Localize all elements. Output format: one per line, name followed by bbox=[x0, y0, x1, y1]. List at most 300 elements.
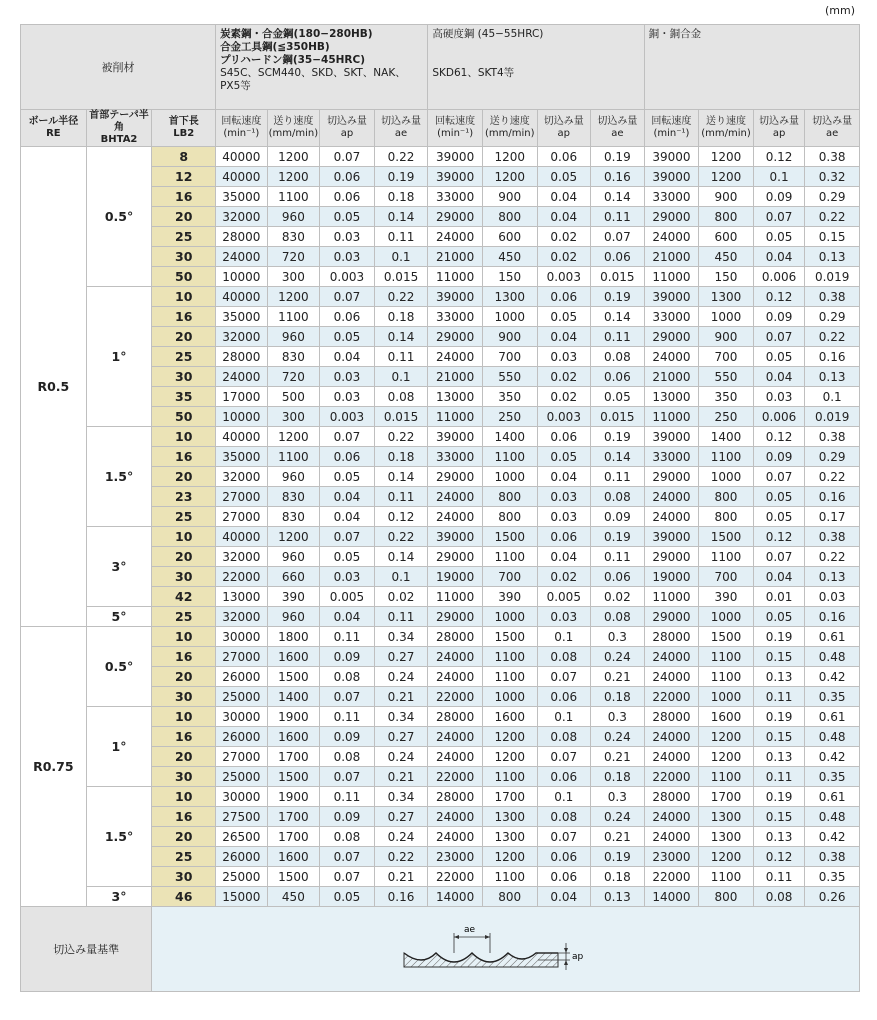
value-cell: 0.38 bbox=[805, 847, 860, 867]
neck-length-cell: 10 bbox=[152, 627, 216, 647]
value-cell: 10000 bbox=[216, 267, 268, 287]
col-header-ap-line: ap bbox=[340, 128, 354, 139]
col-header-speed-line: 回転速度 bbox=[435, 116, 476, 127]
value-cell: 0.1 bbox=[537, 787, 591, 807]
value-cell: 450 bbox=[267, 887, 320, 907]
value-cell: 39000 bbox=[428, 287, 483, 307]
neck-length-cell: 20 bbox=[152, 467, 216, 487]
value-cell: 0.05 bbox=[537, 447, 591, 467]
col-header-ap bbox=[320, 110, 375, 147]
value-cell: 0.05 bbox=[753, 227, 805, 247]
value-cell: 0.16 bbox=[591, 167, 645, 187]
value-cell: 0.07 bbox=[320, 427, 375, 447]
value-cell: 26000 bbox=[216, 847, 268, 867]
value-cell: 600 bbox=[699, 227, 754, 247]
value-cell: 0.06 bbox=[537, 527, 591, 547]
value-cell: 1100 bbox=[482, 647, 537, 667]
value-cell: 0.11 bbox=[753, 687, 805, 707]
value-cell: 300 bbox=[267, 267, 320, 287]
value-cell: 0.18 bbox=[591, 687, 645, 707]
neck-length-cell: 16 bbox=[152, 307, 216, 327]
col-header-feed-line: 送り速度 bbox=[273, 116, 314, 127]
value-cell: 0.05 bbox=[320, 547, 375, 567]
value-cell: 11000 bbox=[428, 407, 483, 427]
ae-arrow-right bbox=[485, 935, 490, 939]
value-cell: 0.003 bbox=[537, 267, 591, 287]
value-cell: 0.03 bbox=[320, 367, 375, 387]
value-cell: 24000 bbox=[644, 347, 699, 367]
neck-length-cell: 46 bbox=[152, 887, 216, 907]
value-cell: 0.003 bbox=[320, 267, 375, 287]
table-row bbox=[21, 887, 860, 907]
material-line: S45C、SCM440、SKD、SKT、NAK、 bbox=[220, 67, 406, 79]
value-cell: 15000 bbox=[216, 887, 268, 907]
value-cell: 0.24 bbox=[591, 727, 645, 747]
value-cell: 24000 bbox=[644, 667, 699, 687]
ae-arrow-left bbox=[454, 935, 459, 939]
value-cell: 0.32 bbox=[805, 167, 860, 187]
value-cell: 0.14 bbox=[374, 467, 428, 487]
value-cell: 0.35 bbox=[805, 867, 860, 887]
value-cell: 0.15 bbox=[753, 807, 805, 827]
value-cell: 0.26 bbox=[805, 887, 860, 907]
neck-length-cell: 42 bbox=[152, 587, 216, 607]
value-cell: 0.11 bbox=[320, 787, 375, 807]
value-cell: 27000 bbox=[216, 647, 268, 667]
value-cell: 0.08 bbox=[591, 487, 645, 507]
value-cell: 450 bbox=[482, 247, 537, 267]
value-cell: 720 bbox=[267, 247, 320, 267]
value-cell: 39000 bbox=[428, 147, 483, 167]
col-header-ae-line: ae bbox=[826, 128, 839, 139]
value-cell: 28000 bbox=[428, 707, 483, 727]
value-cell: 0.05 bbox=[320, 207, 375, 227]
value-cell: 0.005 bbox=[537, 587, 591, 607]
value-cell: 0.09 bbox=[320, 647, 375, 667]
value-cell: 830 bbox=[267, 227, 320, 247]
material-line: PX5等 bbox=[220, 80, 251, 92]
col-header-feed-line: 送り速度 bbox=[489, 116, 530, 127]
value-cell: 0.08 bbox=[320, 747, 375, 767]
value-cell: 1100 bbox=[482, 667, 537, 687]
value-cell: 0.07 bbox=[753, 327, 805, 347]
value-cell: 0.13 bbox=[591, 887, 645, 907]
value-cell: 27000 bbox=[216, 747, 268, 767]
value-cell: 27000 bbox=[216, 487, 268, 507]
value-cell: 11000 bbox=[428, 587, 483, 607]
value-cell: 800 bbox=[699, 507, 754, 527]
value-cell: 25000 bbox=[216, 767, 268, 787]
value-cell: 830 bbox=[267, 507, 320, 527]
col-header-ap-line: 切込み量 bbox=[759, 116, 800, 127]
value-cell: 1300 bbox=[699, 827, 754, 847]
value-cell: 0.06 bbox=[537, 287, 591, 307]
value-cell: 0.06 bbox=[537, 767, 591, 787]
value-cell: 1200 bbox=[482, 727, 537, 747]
value-cell: 0.21 bbox=[374, 767, 428, 787]
neck-length-cell: 12 bbox=[152, 167, 216, 187]
neck-length-cell: 20 bbox=[152, 207, 216, 227]
value-cell: 39000 bbox=[644, 147, 699, 167]
value-cell: 0.09 bbox=[753, 447, 805, 467]
value-cell: 39000 bbox=[428, 527, 483, 547]
ae-label: ae bbox=[464, 925, 476, 935]
value-cell: 0.015 bbox=[591, 407, 645, 427]
value-cell: 0.24 bbox=[591, 647, 645, 667]
value-cell: 0.16 bbox=[805, 487, 860, 507]
value-cell: 0.22 bbox=[374, 527, 428, 547]
value-cell: 0.04 bbox=[537, 887, 591, 907]
value-cell: 32000 bbox=[216, 207, 268, 227]
value-cell: 21000 bbox=[428, 367, 483, 387]
value-cell: 0.12 bbox=[753, 847, 805, 867]
value-cell: 0.07 bbox=[320, 287, 375, 307]
value-cell: 22000 bbox=[428, 687, 483, 707]
value-cell: 700 bbox=[482, 567, 537, 587]
value-cell: 0.03 bbox=[320, 387, 375, 407]
taper-angle-cell: 1.5° bbox=[86, 427, 152, 527]
value-cell: 390 bbox=[699, 587, 754, 607]
ap-label: ap bbox=[572, 952, 584, 962]
col-header-ap bbox=[753, 110, 805, 147]
value-cell: 29000 bbox=[428, 207, 483, 227]
value-cell: 0.07 bbox=[320, 687, 375, 707]
value-cell: 0.19 bbox=[591, 847, 645, 867]
value-cell: 0.13 bbox=[805, 567, 860, 587]
neck-length-cell: 16 bbox=[152, 187, 216, 207]
value-cell: 0.05 bbox=[537, 167, 591, 187]
value-cell: 1100 bbox=[482, 867, 537, 887]
value-cell: 0.61 bbox=[805, 627, 860, 647]
value-cell: 0.05 bbox=[537, 307, 591, 327]
value-cell: 0.24 bbox=[374, 667, 428, 687]
value-cell: 0.03 bbox=[805, 587, 860, 607]
taper-angle-cell: 5° bbox=[86, 607, 152, 627]
value-cell: 0.04 bbox=[753, 367, 805, 387]
value-cell: 0.18 bbox=[591, 767, 645, 787]
value-cell: 1500 bbox=[482, 627, 537, 647]
taper-angle-cell: 0.5° bbox=[86, 147, 152, 287]
value-cell: 1300 bbox=[699, 287, 754, 307]
value-cell: 0.03 bbox=[537, 507, 591, 527]
col-header-speed-line: (min⁻¹) bbox=[653, 128, 690, 139]
value-cell: 0.27 bbox=[374, 807, 428, 827]
value-cell: 0.07 bbox=[320, 767, 375, 787]
value-cell: 390 bbox=[482, 587, 537, 607]
value-cell: 40000 bbox=[216, 427, 268, 447]
value-cell: 0.11 bbox=[374, 607, 428, 627]
neck-length-cell: 10 bbox=[152, 287, 216, 307]
value-cell: 1700 bbox=[699, 787, 754, 807]
value-cell: 0.19 bbox=[753, 787, 805, 807]
value-cell: 0.03 bbox=[537, 487, 591, 507]
value-cell: 27500 bbox=[216, 807, 268, 827]
value-cell: 0.05 bbox=[753, 487, 805, 507]
neck-length-cell: 10 bbox=[152, 707, 216, 727]
value-cell: 0.08 bbox=[591, 347, 645, 367]
value-cell: 39000 bbox=[644, 527, 699, 547]
table-row bbox=[21, 147, 860, 167]
value-cell: 1100 bbox=[482, 447, 537, 467]
neck-length-cell: 25 bbox=[152, 607, 216, 627]
value-cell: 0.38 bbox=[805, 427, 860, 447]
value-cell: 0.16 bbox=[805, 347, 860, 367]
value-cell: 0.35 bbox=[805, 767, 860, 787]
value-cell: 0.19 bbox=[591, 147, 645, 167]
col-header-speed-line: 回転速度 bbox=[221, 116, 262, 127]
value-cell: 0.18 bbox=[591, 867, 645, 887]
value-cell: 0.15 bbox=[753, 727, 805, 747]
col-header-speed bbox=[644, 110, 699, 147]
value-cell: 1300 bbox=[699, 807, 754, 827]
col-header-ae-line: 切込み量 bbox=[381, 116, 422, 127]
col-header-ae-line: ae bbox=[394, 128, 408, 139]
value-cell: 300 bbox=[267, 407, 320, 427]
value-cell: 0.19 bbox=[591, 527, 645, 547]
neck-length-cell: 20 bbox=[152, 827, 216, 847]
value-cell: 0.19 bbox=[753, 707, 805, 727]
value-cell: 30000 bbox=[216, 707, 268, 727]
value-cell: 0.61 bbox=[805, 787, 860, 807]
col-header-ae-line: 切込み量 bbox=[597, 116, 638, 127]
value-cell: 0.48 bbox=[805, 647, 860, 667]
value-cell: 0.09 bbox=[753, 187, 805, 207]
value-cell: 830 bbox=[267, 487, 320, 507]
value-cell: 24000 bbox=[428, 227, 483, 247]
neck-length-cell: 25 bbox=[152, 507, 216, 527]
col-header-ap-line: ap bbox=[557, 128, 571, 139]
value-cell: 28000 bbox=[216, 227, 268, 247]
neck-length-cell: 30 bbox=[152, 767, 216, 787]
value-cell: 21000 bbox=[644, 367, 699, 387]
value-cell: 1600 bbox=[267, 727, 320, 747]
value-cell: 0.006 bbox=[753, 267, 805, 287]
value-cell: 1900 bbox=[267, 707, 320, 727]
col-header-bhta2-line: BHTA2 bbox=[100, 134, 138, 145]
value-cell: 24000 bbox=[644, 507, 699, 527]
value-cell: 24000 bbox=[216, 247, 268, 267]
neck-length-cell: 20 bbox=[152, 327, 216, 347]
neck-length-cell: 25 bbox=[152, 227, 216, 247]
value-cell: 29000 bbox=[644, 207, 699, 227]
value-cell: 22000 bbox=[428, 767, 483, 787]
value-cell: 550 bbox=[699, 367, 754, 387]
col-header-ae-line: 切込み量 bbox=[812, 116, 853, 127]
value-cell: 0.06 bbox=[537, 687, 591, 707]
value-cell: 0.1 bbox=[805, 387, 860, 407]
value-cell: 0.08 bbox=[320, 827, 375, 847]
value-cell: 1200 bbox=[699, 747, 754, 767]
value-cell: 1900 bbox=[267, 787, 320, 807]
value-cell: 0.07 bbox=[320, 527, 375, 547]
value-cell: 0.11 bbox=[320, 627, 375, 647]
value-cell: 0.006 bbox=[753, 407, 805, 427]
value-cell: 1500 bbox=[699, 627, 754, 647]
value-cell: 13000 bbox=[644, 387, 699, 407]
value-cell: 1100 bbox=[699, 667, 754, 687]
value-cell: 17000 bbox=[216, 387, 268, 407]
col-header-feed-line: 送り速度 bbox=[705, 116, 746, 127]
col-header-speed-line: (min⁻¹) bbox=[437, 128, 474, 139]
value-cell: 1200 bbox=[699, 727, 754, 747]
value-cell: 0.09 bbox=[591, 507, 645, 527]
value-cell: 0.06 bbox=[320, 167, 375, 187]
material-line: 炭素鋼・合金鋼(180−280HB) bbox=[220, 28, 373, 40]
value-cell: 0.08 bbox=[591, 607, 645, 627]
value-cell: 0.1 bbox=[753, 167, 805, 187]
value-cell: 24000 bbox=[644, 727, 699, 747]
col-header-re-line: RE bbox=[46, 128, 61, 139]
value-cell: 0.06 bbox=[591, 247, 645, 267]
value-cell: 29000 bbox=[644, 467, 699, 487]
value-cell: 11000 bbox=[428, 267, 483, 287]
value-cell: 1100 bbox=[267, 307, 320, 327]
value-cell: 800 bbox=[699, 887, 754, 907]
value-cell: 24000 bbox=[644, 647, 699, 667]
material-line: 合金工具鋼(≦350HB) bbox=[220, 41, 330, 53]
value-cell: 960 bbox=[267, 207, 320, 227]
value-cell: 0.07 bbox=[537, 747, 591, 767]
value-cell: 1300 bbox=[482, 827, 537, 847]
value-cell: 0.11 bbox=[753, 767, 805, 787]
value-cell: 1800 bbox=[267, 627, 320, 647]
value-cell: 1100 bbox=[699, 767, 754, 787]
value-cell: 0.05 bbox=[753, 507, 805, 527]
value-cell: 960 bbox=[267, 467, 320, 487]
value-cell: 0.003 bbox=[537, 407, 591, 427]
value-cell: 28000 bbox=[644, 787, 699, 807]
value-cell: 0.06 bbox=[537, 867, 591, 887]
col-header-feed-line: (mm/min) bbox=[484, 128, 535, 139]
value-cell: 1300 bbox=[482, 287, 537, 307]
col-header-speed-line: (min⁻¹) bbox=[223, 128, 260, 139]
value-cell: 0.04 bbox=[320, 347, 375, 367]
col-header-lb2-line: 首下長 bbox=[168, 116, 199, 127]
value-cell: 0.21 bbox=[374, 867, 428, 887]
taper-angle-cell: 3° bbox=[86, 887, 152, 907]
value-cell: 24000 bbox=[644, 747, 699, 767]
value-cell: 1100 bbox=[267, 187, 320, 207]
value-cell: 660 bbox=[267, 567, 320, 587]
value-cell: 0.22 bbox=[805, 547, 860, 567]
neck-length-cell: 16 bbox=[152, 447, 216, 467]
col-header-ap-line: 切込み量 bbox=[543, 116, 584, 127]
value-cell: 0.1 bbox=[374, 567, 428, 587]
value-cell: 0.17 bbox=[805, 507, 860, 527]
value-cell: 0.015 bbox=[591, 267, 645, 287]
value-cell: 0.07 bbox=[753, 467, 805, 487]
value-cell: 39000 bbox=[644, 167, 699, 187]
value-cell: 1200 bbox=[699, 167, 754, 187]
value-cell: 150 bbox=[699, 267, 754, 287]
value-cell: 35000 bbox=[216, 187, 268, 207]
value-cell: 0.06 bbox=[320, 307, 375, 327]
value-cell: 960 bbox=[267, 607, 320, 627]
value-cell: 1200 bbox=[482, 167, 537, 187]
neck-length-cell: 8 bbox=[152, 147, 216, 167]
work-material-header: 被削材 bbox=[21, 25, 216, 110]
value-cell: 0.13 bbox=[753, 747, 805, 767]
ball-radius-cell: R0.75 bbox=[21, 627, 87, 907]
ap-arrow-top bbox=[564, 948, 568, 953]
value-cell: 0.08 bbox=[374, 387, 428, 407]
material-line: SKD61、SKT4等 bbox=[432, 67, 515, 79]
value-cell: 1500 bbox=[267, 867, 320, 887]
value-cell: 0.15 bbox=[805, 227, 860, 247]
value-cell: 33000 bbox=[644, 307, 699, 327]
value-cell: 0.24 bbox=[374, 827, 428, 847]
value-cell: 0.03 bbox=[537, 607, 591, 627]
value-cell: 0.07 bbox=[320, 847, 375, 867]
value-cell: 1600 bbox=[267, 847, 320, 867]
value-cell: 13000 bbox=[216, 587, 268, 607]
value-cell: 0.22 bbox=[374, 287, 428, 307]
value-cell: 28000 bbox=[644, 707, 699, 727]
col-header-feed bbox=[482, 110, 537, 147]
value-cell: 1300 bbox=[482, 807, 537, 827]
col-header-re bbox=[21, 110, 87, 147]
value-cell: 30000 bbox=[216, 627, 268, 647]
value-cell: 0.07 bbox=[753, 207, 805, 227]
table-row bbox=[21, 427, 860, 447]
value-cell: 0.42 bbox=[805, 827, 860, 847]
value-cell: 0.1 bbox=[374, 247, 428, 267]
value-cell: 0.21 bbox=[591, 827, 645, 847]
value-cell: 0.02 bbox=[537, 567, 591, 587]
value-cell: 0.22 bbox=[374, 147, 428, 167]
value-cell: 1200 bbox=[482, 747, 537, 767]
value-cell: 1000 bbox=[699, 687, 754, 707]
value-cell: 1200 bbox=[267, 427, 320, 447]
value-cell: 0.12 bbox=[753, 147, 805, 167]
value-cell: 24000 bbox=[428, 807, 483, 827]
value-cell: 30000 bbox=[216, 787, 268, 807]
value-cell: 1000 bbox=[482, 687, 537, 707]
value-cell: 25000 bbox=[216, 867, 268, 887]
value-cell: 0.21 bbox=[374, 687, 428, 707]
value-cell: 1100 bbox=[267, 447, 320, 467]
value-cell: 1100 bbox=[699, 547, 754, 567]
value-cell: 830 bbox=[267, 347, 320, 367]
value-cell: 0.06 bbox=[591, 367, 645, 387]
value-cell: 0.61 bbox=[805, 707, 860, 727]
value-cell: 0.08 bbox=[537, 647, 591, 667]
col-header-feed-line: (mm/min) bbox=[701, 128, 751, 139]
unit-label: (mm) bbox=[824, 4, 855, 17]
neck-length-cell: 30 bbox=[152, 567, 216, 587]
neck-length-cell: 30 bbox=[152, 687, 216, 707]
value-cell: 0.14 bbox=[591, 187, 645, 207]
table-row bbox=[21, 607, 860, 627]
value-cell: 0.13 bbox=[805, 247, 860, 267]
value-cell: 0.07 bbox=[320, 147, 375, 167]
value-cell: 0.42 bbox=[805, 747, 860, 767]
ap-arrow-bottom bbox=[564, 960, 568, 965]
value-cell: 0.13 bbox=[753, 667, 805, 687]
value-cell: 0.04 bbox=[537, 187, 591, 207]
value-cell: 700 bbox=[699, 347, 754, 367]
value-cell: 0.04 bbox=[753, 567, 805, 587]
value-cell: 22000 bbox=[216, 567, 268, 587]
value-cell: 0.06 bbox=[537, 427, 591, 447]
value-cell: 900 bbox=[699, 187, 754, 207]
value-cell: 24000 bbox=[428, 347, 483, 367]
value-cell: 27000 bbox=[216, 507, 268, 527]
value-cell: 0.18 bbox=[374, 447, 428, 467]
neck-length-cell: 16 bbox=[152, 807, 216, 827]
value-cell: 40000 bbox=[216, 527, 268, 547]
value-cell: 24000 bbox=[428, 827, 483, 847]
